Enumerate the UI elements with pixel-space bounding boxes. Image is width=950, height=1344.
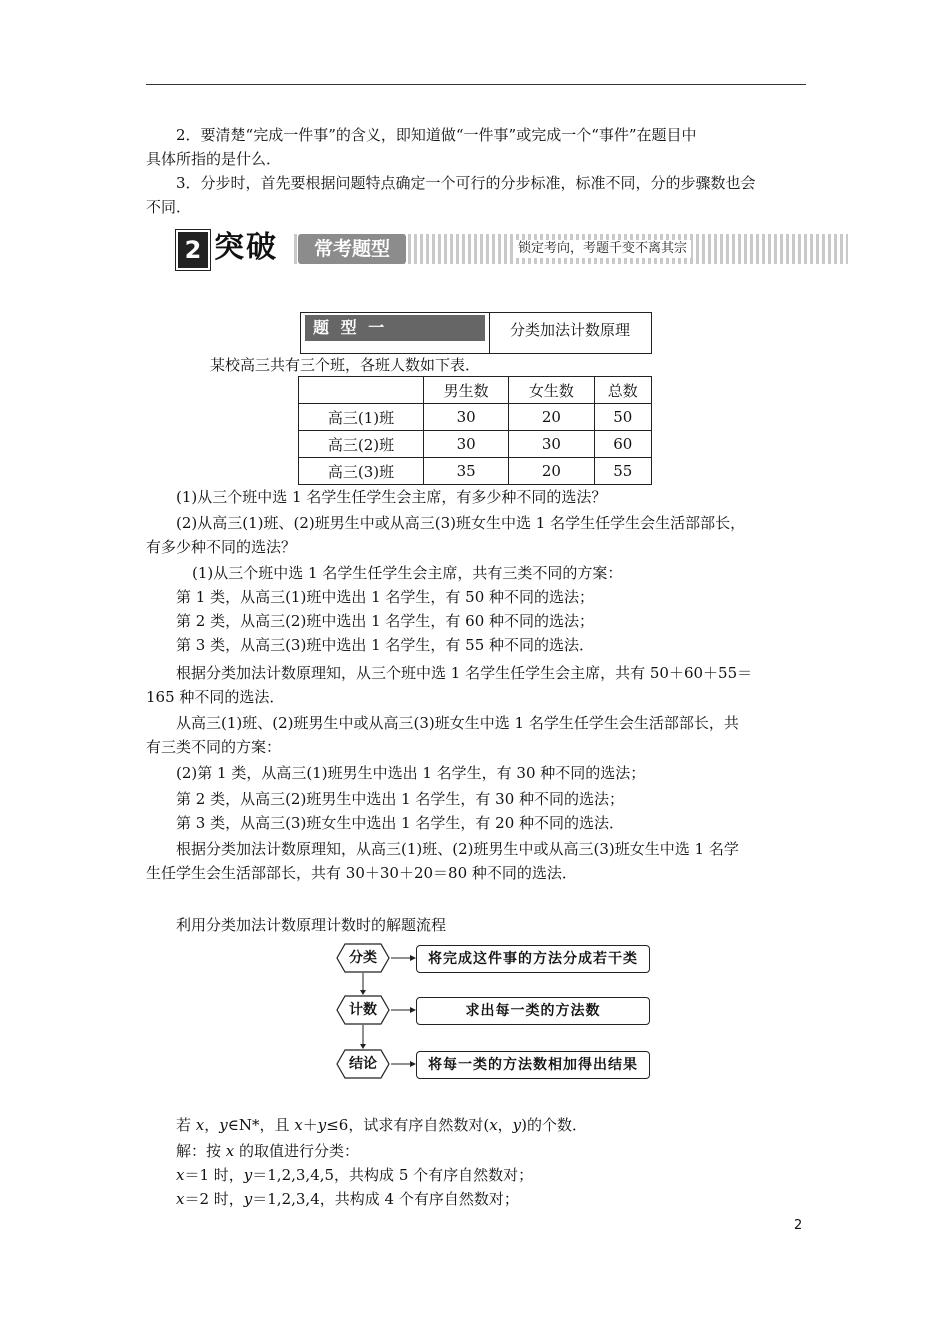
solution-line: 第 3 类，从高三(3)班女生中选出 1 名学生，有 20 种不同的选法． (176, 814, 625, 832)
text-run: ＝2 时， (184, 1190, 244, 1208)
solution-line: 第 1 类，从高三(1)班中选出 1 名学生，有 50 种不同的选法； (176, 588, 595, 606)
table-cell: 20 (509, 404, 594, 431)
text-run: ＝1 时， (184, 1166, 244, 1184)
banner-number: 2 (176, 230, 210, 270)
intro-point-3-line2: 不同． (146, 198, 192, 216)
solution-line: 生任学生会生活部部长，共有 30＋30＋20＝80 种不同的选法． (146, 864, 577, 882)
text-run: )的个数． (521, 1116, 588, 1134)
flow-step-count-box: 求出每一类的方法数 (416, 997, 650, 1025)
text-run: 若 (176, 1116, 196, 1134)
flow-step-classify-box: 将完成这件事的方法分成若干类 (416, 945, 650, 973)
table-header-cell (299, 377, 424, 404)
table-cell: 高三(2)班 (299, 431, 424, 458)
text-run: 解：按 (176, 1142, 226, 1160)
section-banner (176, 228, 848, 268)
text-run: ≤6，试求有序自然数对( (326, 1116, 490, 1134)
intro-point-3-line1: 3．分步时，首先要根据问题特点确定一个可行的分步标准，标准不同，分的步骤数也会 (176, 174, 756, 192)
table-row (299, 458, 652, 485)
solution-line: 165 种不同的选法． (146, 688, 285, 706)
example2-solution-intro (176, 1140, 359, 1162)
banner-subtitle: 常考题型 (298, 234, 406, 264)
table-cell: 高三(3)班 (299, 458, 424, 485)
table-cell: 高三(1)班 (299, 404, 424, 431)
solution-flowchart (336, 942, 656, 1082)
flow-caption: 利用分类加法计数原理计数时的解题流程 (176, 916, 447, 934)
example2-stem (176, 1114, 587, 1136)
flow-step-conclude-node (336, 1049, 390, 1079)
math-var: x (176, 1190, 185, 1208)
page-number: 2 (794, 1218, 803, 1233)
text-run: ， (204, 1116, 220, 1134)
table-cell: 55 (594, 458, 652, 485)
table-row (299, 431, 652, 458)
solution-line: 第 2 类，从高三(2)班中选出 1 名学生，有 60 种不同的选法； (176, 612, 595, 630)
solution-line: 有三类不同的方案： (146, 738, 282, 756)
math-var: x (195, 1116, 205, 1134)
banner-slogan: 锁定考向，考题千变不离其宗 (514, 240, 691, 258)
math-var: x (489, 1116, 498, 1134)
table-cell: 30 (424, 431, 509, 458)
example1-question-1: (1)从三个班中选 1 名学生任学生会主席，有多少种不同的选法？ (176, 488, 607, 506)
example2-case-2 (176, 1188, 519, 1210)
solution-line: 根据分类加法计数原理知，从高三(1)班、(2)班男生中或从高三(3)班女生中选 1 名学 (176, 840, 739, 858)
solution-line: (2)第 1 类，从高三(1)班男生中选出 1 名学生，有 30 种不同的选法； (176, 764, 646, 782)
solution-line: 第 2 类，从高三(2)班男生中选出 1 名学生，有 30 种不同的选法； (176, 790, 625, 808)
solution-line: 根据分类加法计数原理知，从三个班中选 1 名学生任学生会主席，共有 50＋60＋55＝ (176, 664, 753, 682)
solution-line: 从高三(1)班、(2)班男生中或从高三(3)班女生中选 1 名学生任学生会生活部部长，共 (176, 714, 739, 732)
intro-point-2-line2: 具体所指的是什么． (146, 150, 282, 168)
question-type-box (300, 312, 652, 354)
table-cell: 30 (509, 431, 594, 458)
math-var: x (294, 1116, 303, 1134)
flow-step-classify-node (336, 943, 390, 973)
example2-case-1 (176, 1164, 533, 1186)
table-cell: 20 (509, 458, 594, 485)
table-cell: 30 (424, 404, 509, 431)
text-run: ＝1,2,3,4，共构成 4 个有序自然数对； (252, 1190, 519, 1208)
table-cell: 50 (594, 404, 652, 431)
class-size-table (298, 376, 652, 485)
table-row (299, 404, 652, 431)
text-run: 的取值进行分类： (234, 1142, 360, 1160)
example1-stem: 某校高三共有三个班，各班人数如下表． (210, 356, 481, 374)
text-run: ＝1,2,3,4,5，共构成 5 个有序自然数对； (252, 1166, 534, 1184)
math-var: y (243, 1190, 253, 1208)
header-rule (146, 84, 806, 85)
banner-title: 突破 (214, 230, 278, 265)
table-header-cell: 男生数 (424, 377, 509, 404)
math-var: x (176, 1166, 185, 1184)
text-run: ∈N*，且 (227, 1116, 295, 1134)
example1-question-2-line1: (2)从高三(1)班、(2)班男生中或从高三(3)班女生中选 1 名学生任学生会生活部部长， (176, 514, 746, 532)
math-var: y (317, 1116, 327, 1134)
example1-question-2-line2: 有多少种不同的选法？ (146, 538, 297, 556)
math-var: y (243, 1166, 253, 1184)
table-header-cell: 总数 (594, 377, 652, 404)
intro-point-2-line1: 2．要清楚“完成一件事”的含义，即知道做“一件事”或完成一个“事件”在题目中 (176, 126, 697, 144)
question-type-tag: 题 型 一 (305, 315, 485, 341)
flow-step-label: 计数 (349, 1002, 377, 1018)
math-var: y (219, 1116, 228, 1134)
flow-step-count-node (336, 995, 390, 1025)
table-header-row (299, 377, 652, 404)
flow-step-label: 分类 (349, 950, 377, 966)
flow-step-label: 结论 (349, 1056, 377, 1072)
solution-line: 第 3 类，从高三(3)班中选出 1 名学生，有 55 种不同的选法． (176, 636, 595, 654)
text-run: ， (497, 1116, 513, 1134)
question-type-name: 分类加法计数原理 (489, 313, 650, 353)
solution-line: (1)从三个班中选 1 名学生任学生会主席，共有三类不同的方案： (192, 564, 623, 582)
text-run: ＋ (302, 1116, 318, 1134)
math-var: y (512, 1116, 522, 1134)
flow-step-conclude-box: 将每一类的方法数相加得出结果 (416, 1051, 650, 1079)
table-cell: 60 (594, 431, 652, 458)
table-cell: 35 (424, 458, 509, 485)
table-header-cell: 女生数 (509, 377, 594, 404)
math-var: x (225, 1142, 235, 1160)
